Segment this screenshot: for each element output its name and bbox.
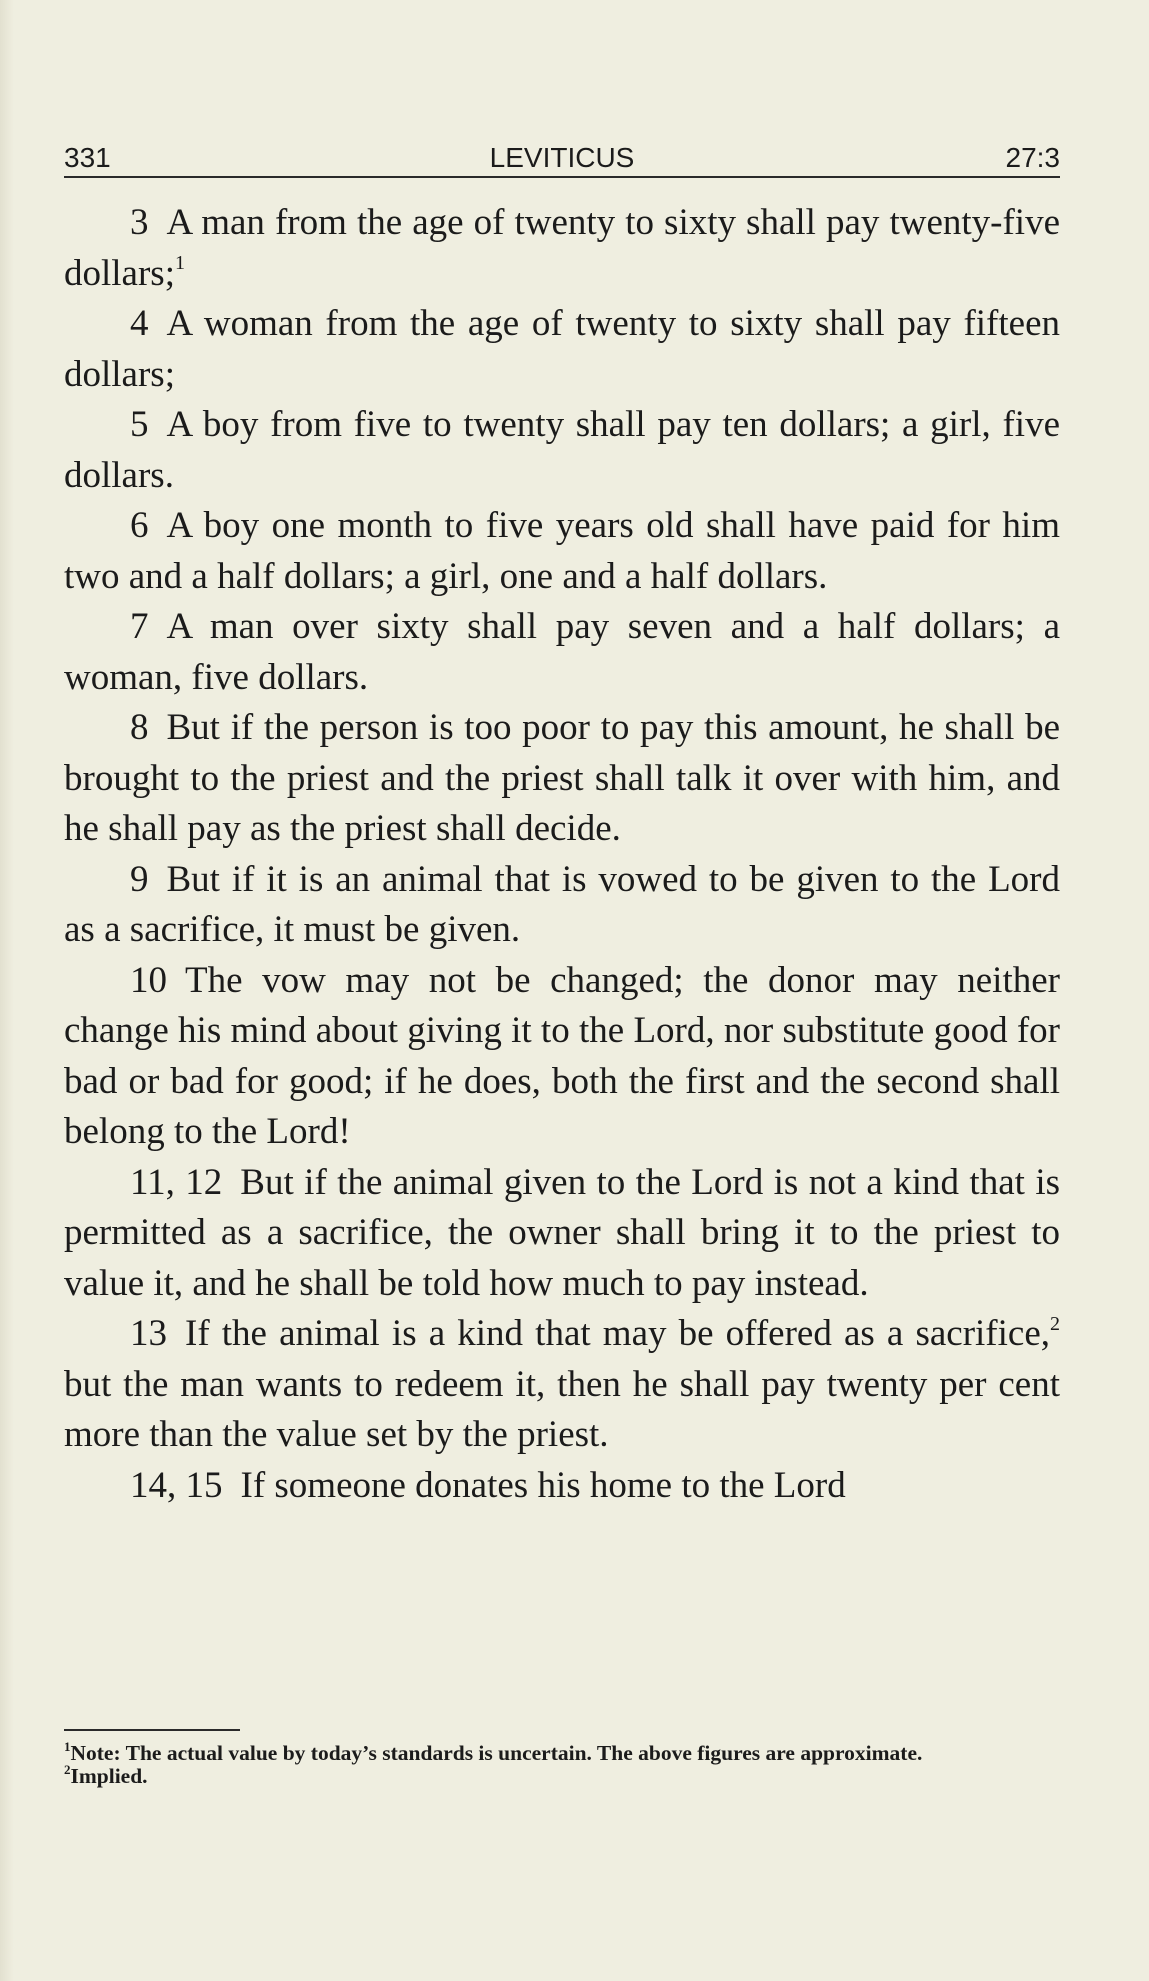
verse-6 bbox=[64, 501, 1060, 602]
footnote-marker: 1 bbox=[174, 252, 185, 275]
footnote-text: Implied. bbox=[70, 1764, 148, 1788]
verse-number: 5 bbox=[130, 404, 149, 445]
verse-text: A man over sixty shall pay seven and a half dollars; a woman, five dollars. bbox=[64, 606, 1060, 698]
footnote-1 bbox=[64, 1738, 1060, 1765]
verse-number: 9 bbox=[130, 858, 149, 900]
verse-number: 8 bbox=[130, 707, 149, 748]
page-number: 331 bbox=[64, 142, 111, 173]
verse-13 bbox=[64, 1309, 1060, 1461]
verse-8 bbox=[64, 703, 1060, 855]
verse-number: 13 bbox=[130, 1313, 167, 1354]
verse-number: 7 bbox=[130, 606, 149, 647]
verse-text-continued: but the man wants to redeem it, then he shall pay twenty per cent more than the value set by the priest. bbox=[64, 1363, 1060, 1455]
footnote-divider bbox=[64, 1729, 240, 1731]
verse-text: The vow may not be changed; the donor may neither change his mind about giving it to the Lord, nor substitute good for bad or bad for good; if he does, both the first and the second shall belong to the Lord! bbox=[64, 959, 1060, 1152]
verse-number: 4 bbox=[130, 303, 149, 344]
verse-14-15 bbox=[64, 1461, 1060, 1512]
book-title: LEVITICUS bbox=[489, 142, 635, 173]
chapter-verse-reference: 27:3 bbox=[1005, 142, 1060, 173]
verse-text: But if the person is too poor to pay this amount, he shall be brought to the priest and the priest shall talk it over with him, and he shall pay as the priest shall decide. bbox=[64, 707, 1060, 849]
body-text bbox=[64, 198, 1060, 1511]
verse-text: If someone donates his home to the Lord bbox=[240, 1464, 846, 1506]
verse-text: But if it is an animal that is vowed to be given to the Lord as a sacrifice, it must be given. bbox=[64, 858, 1060, 950]
verse-11-12 bbox=[64, 1158, 1060, 1310]
verse-number: 11, 12 bbox=[130, 1161, 223, 1203]
page-edge bbox=[0, 0, 14, 1981]
verse-text: A boy one month to five years old shall have paid for him two and a half dollars; a girl, one and a half dollars. bbox=[64, 505, 1060, 597]
footnotes bbox=[64, 1738, 1060, 1788]
verse-number: 14, 15 bbox=[130, 1464, 223, 1506]
running-header bbox=[64, 140, 1060, 178]
footnote-marker: 2 bbox=[1050, 1312, 1060, 1335]
verse-10 bbox=[64, 956, 1060, 1158]
verse-number: 10 bbox=[130, 959, 167, 1001]
footnote-text: Note: The actual value by today’s standards is uncertain. The above figures are approximate. bbox=[70, 1741, 923, 1765]
verse-5 bbox=[64, 400, 1060, 501]
footnote-mark: 2 bbox=[64, 1761, 71, 1777]
verse-9 bbox=[64, 855, 1060, 956]
verse-number: 3 bbox=[130, 202, 149, 243]
footnote-2 bbox=[64, 1761, 1060, 1788]
verse-text: If the animal is a kind that may be offered as a sacrifice, bbox=[185, 1313, 1050, 1354]
verse-number: 6 bbox=[130, 505, 149, 546]
verse-4 bbox=[64, 299, 1060, 400]
verse-7 bbox=[64, 602, 1060, 703]
verse-text: But if the animal given to the Lord is not a kind that is permitted as a sacrifice, the owner shall bring it to the priest to value it, and he shall be told how much to pay instead. bbox=[64, 1161, 1060, 1304]
verse-text: A boy from five to twenty shall pay ten dollars; a girl, five dollars. bbox=[64, 404, 1060, 496]
verse-text: A man from the age of twenty to sixty shall pay twenty-five dollars; bbox=[64, 202, 1060, 294]
footnote-mark: 1 bbox=[64, 1738, 71, 1754]
verse-3 bbox=[64, 198, 1060, 299]
verse-text: A woman from the age of twenty to sixty shall pay fifteen dollars; bbox=[64, 303, 1060, 395]
